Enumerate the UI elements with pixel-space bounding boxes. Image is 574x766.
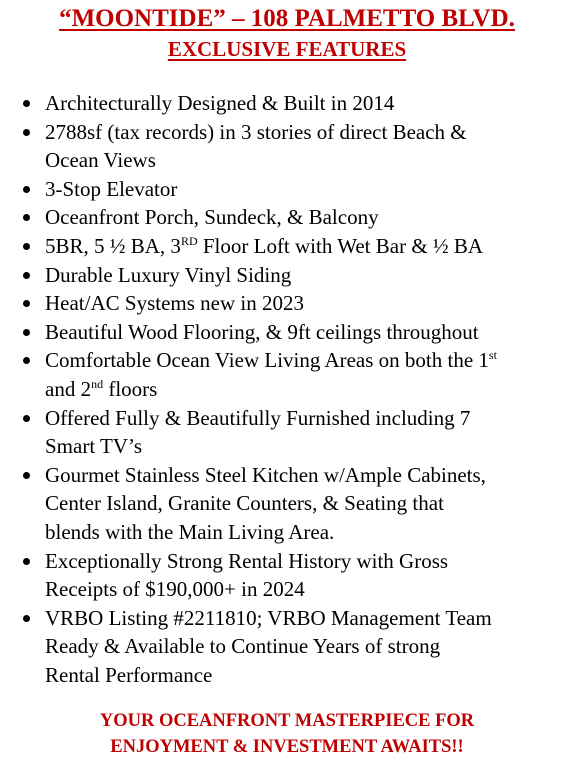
bullet-icon xyxy=(23,300,30,307)
feature-item xyxy=(0,203,574,232)
features-heading: EXCLUSIVE FEATURES xyxy=(167,37,407,61)
feature-text: Receipts of $190,000+ in 2024 xyxy=(45,577,305,602)
feature-text: Rental Performance xyxy=(45,662,213,687)
feature-item xyxy=(0,89,574,118)
feature-item xyxy=(0,289,574,318)
feature-text: Offered Fully & Beautifully Furnished including 7 xyxy=(45,405,471,430)
feature-text: VRBO Listing #2211810; VRBO Management Team xyxy=(45,605,492,630)
bullet-icon xyxy=(23,186,30,193)
feature-text: 2788sf (tax records) in 3 stories of direct Beach & xyxy=(45,119,467,144)
feature-item xyxy=(0,346,574,403)
feature-text: Exceptionally Strong Rental History with Gross xyxy=(45,548,449,573)
bullet-icon xyxy=(23,129,30,136)
feature-text: 5BR, 5 ½ BA, 3RD Floor Loft with Wet Bar & ½ BA xyxy=(45,233,484,258)
property-title: “MOONTIDE” – 108 PALMETTO BLVD. xyxy=(59,5,515,32)
feature-item xyxy=(0,461,574,547)
feature-text: Durable Luxury Vinyl Siding xyxy=(45,262,292,287)
bullet-icon xyxy=(23,214,30,221)
feature-text: Oceanfront Porch, Sundeck, & Balcony xyxy=(45,205,379,230)
feature-text: Gourmet Stainless Steel Kitchen w/Ample Cabinets, xyxy=(45,462,486,487)
feature-item xyxy=(0,232,574,261)
feature-text: and 2nd floors xyxy=(45,376,158,401)
bullet-icon xyxy=(23,558,30,565)
feature-item xyxy=(0,318,574,347)
bullet-icon xyxy=(23,415,30,422)
tagline-line: ENJOYMENT & INVESTMENT AWAITS!! xyxy=(110,737,464,757)
bullet-icon xyxy=(23,329,30,336)
tagline-line: YOUR OCEANFRONT MASTERPIECE FOR xyxy=(99,711,475,731)
feature-text: Heat/AC Systems new in 2023 xyxy=(45,291,304,316)
feature-text: 3-Stop Elevator xyxy=(45,176,178,201)
bullet-icon xyxy=(23,272,30,279)
feature-item xyxy=(0,604,574,690)
bullet-icon xyxy=(23,615,30,622)
closing-tagline xyxy=(0,708,574,760)
feature-item xyxy=(0,175,574,204)
feature-text: Ocean Views xyxy=(45,148,156,173)
feature-text: blends with the Main Living Area. xyxy=(45,519,335,544)
feature-list xyxy=(0,89,574,689)
feature-text: Comfortable Ocean View Living Areas on both the 1st xyxy=(45,348,497,373)
feature-text: Architecturally Designed & Built in 2014 xyxy=(45,91,395,115)
feature-text: Beautiful Wood Flooring, & 9ft ceilings throughout xyxy=(45,319,479,344)
feature-item xyxy=(0,261,574,290)
feature-item xyxy=(0,118,574,175)
bullet-icon xyxy=(23,243,30,250)
bullet-icon xyxy=(23,100,30,107)
superscript: nd xyxy=(91,376,104,391)
feature-text: Center Island, Granite Counters, & Seating that xyxy=(45,491,444,516)
feature-text: Ready & Available to Continue Years of strong xyxy=(45,634,441,659)
bullet-icon xyxy=(23,472,30,479)
bullet-icon xyxy=(23,357,30,364)
feature-text: Smart TV’s xyxy=(45,434,143,459)
superscript: RD xyxy=(180,233,198,248)
feature-item xyxy=(0,547,574,604)
superscript: st xyxy=(488,348,497,363)
feature-item xyxy=(0,404,574,461)
